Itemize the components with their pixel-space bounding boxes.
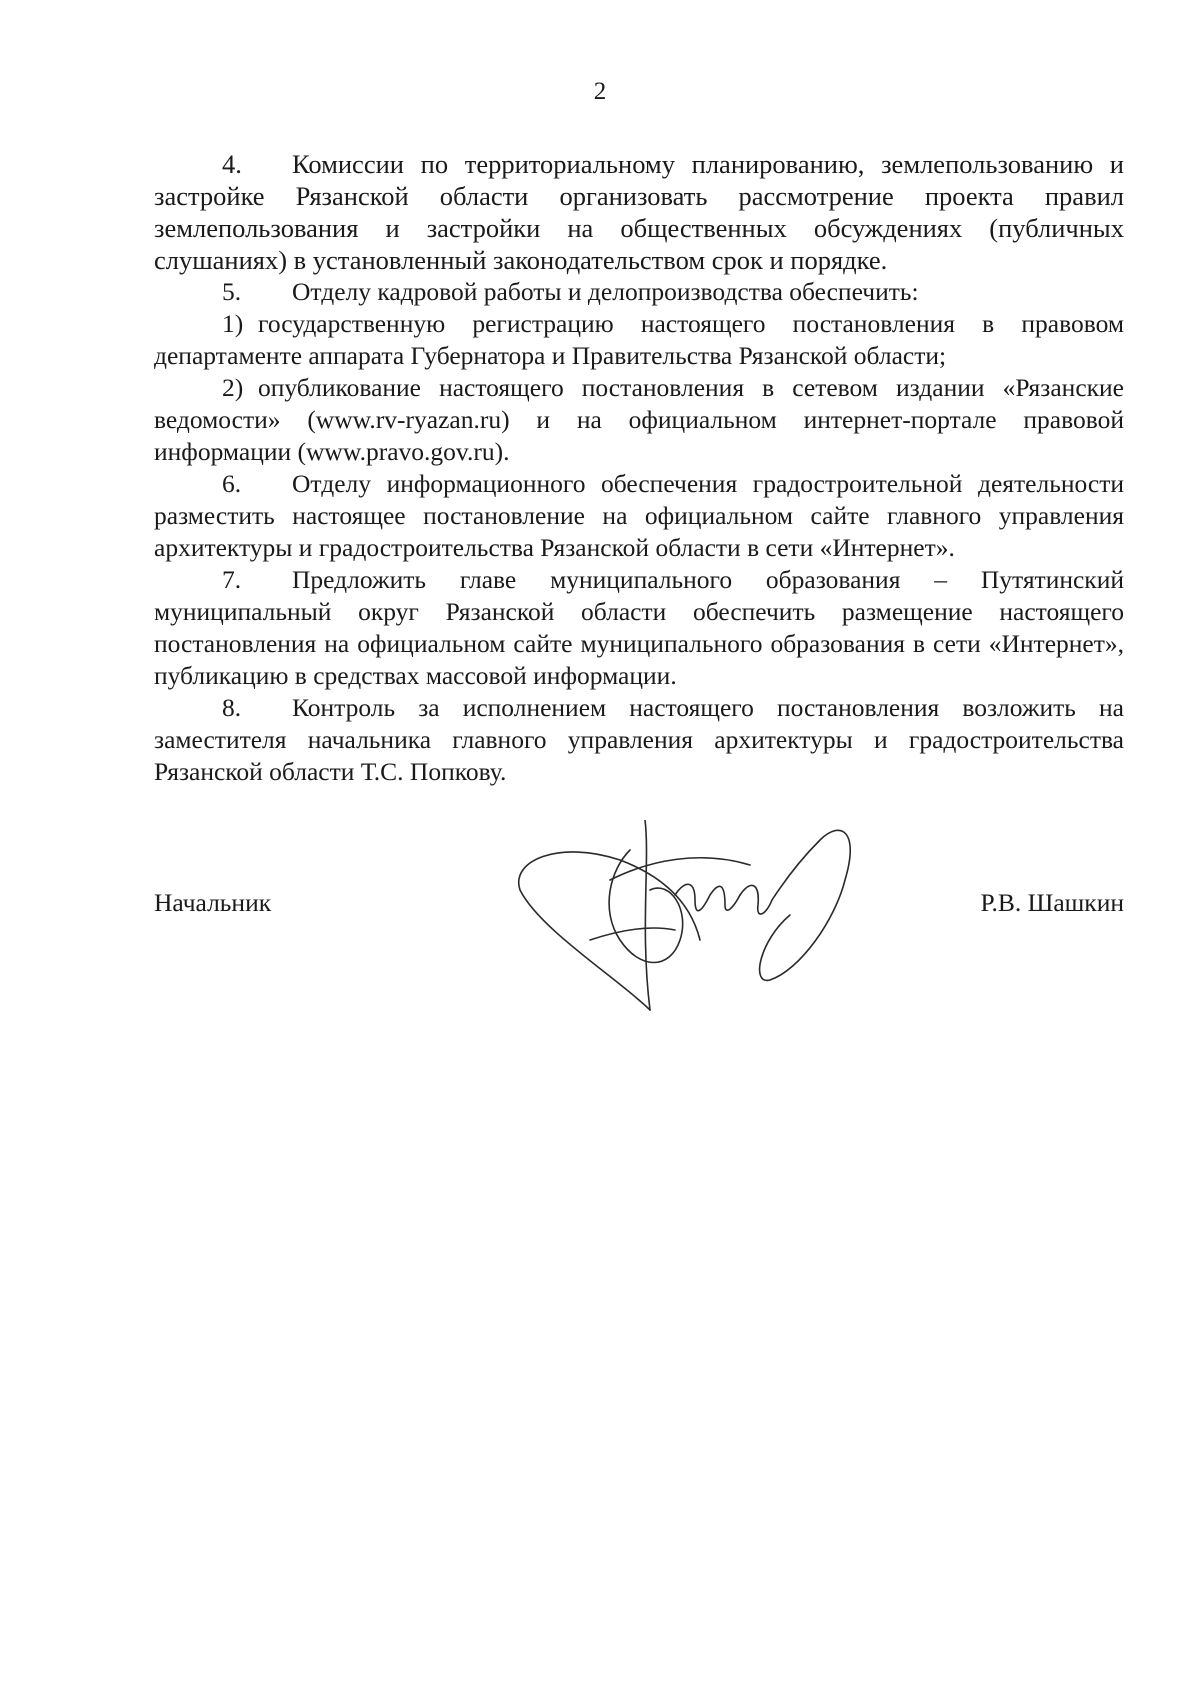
- paragraph-5-1: [154, 308, 1124, 372]
- paragraph-number: 1): [222, 309, 244, 338]
- paragraph-text: государственную регистрацию настоящего постановления в правовом департаменте аппарата Губернатора и Правительства Рязанской области;: [154, 309, 1124, 370]
- paragraph-number: 7.: [222, 565, 242, 594]
- paragraph-text: Предложить главе муниципального образования – Путятинский муниципальный округ Рязанской области обеспечить размещение настоящего постановления на официальном сайте муниципального образования в сети «Интернет», публикацию в средствах массовой информации.: [154, 565, 1124, 690]
- paragraph-text: Контроль за исполнением настоящего постановления возложить на заместителя начальника главного управления архитектуры и градостроительства Рязанской области Т.С. Попкову.: [154, 693, 1124, 786]
- paragraph-number: 6.: [222, 469, 242, 498]
- paragraph-number: 2): [222, 373, 244, 402]
- signatory-position: Начальник: [154, 888, 272, 917]
- paragraph-text: Отделу информационного обеспечения градостроительной деятельности разместить настоящее постановление на официальном сайте главного управления архитектуры и градостроительства Рязанской области в сети «Интернет».: [154, 469, 1124, 562]
- paragraph-number: 8.: [222, 693, 242, 722]
- paragraph-text: Комиссии по территориальному планированию, землепользованию и застройке Рязанской области организовать рассмотрение проекта правил землепользования и застройки на общественных обсуждениях (публичных слушаниях) в установленный законодательством срок и порядке.: [154, 149, 1124, 275]
- paragraph-number: 4.: [222, 149, 242, 179]
- paragraph-text: опубликование настоящего постановления в сетевом издании «Рязанские ведомости» (www.rv-ryazan.ru) и на официальном интернет-портале правовой информации (www.pravo.gov.ru).: [154, 373, 1124, 466]
- paragraph-8: [154, 692, 1124, 788]
- signature-block: [154, 888, 1124, 928]
- document-body: [154, 148, 1124, 788]
- page-number: 2: [593, 78, 607, 105]
- paragraph-text: Отделу кадровой работы и делопроизводства обеспечить:: [292, 277, 919, 306]
- paragraph-4: [154, 148, 1124, 276]
- paragraph-5: [154, 276, 1124, 308]
- paragraph-5-2: [154, 372, 1124, 468]
- paragraph-number: 5.: [222, 277, 242, 306]
- paragraph-7: [154, 564, 1124, 692]
- paragraph-6: [154, 468, 1124, 564]
- signatory-name: Р.В. Шашкин: [980, 888, 1124, 917]
